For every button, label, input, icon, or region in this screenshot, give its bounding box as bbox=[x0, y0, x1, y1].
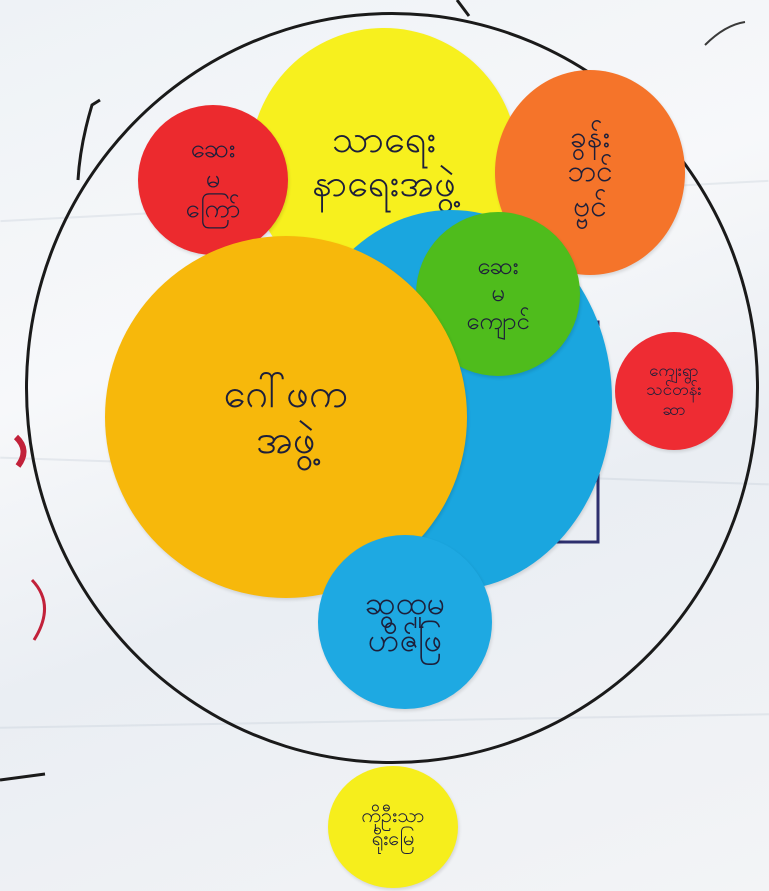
node-label: ဆွထူမ ဟိဇ်ဖြ bbox=[364, 584, 446, 659]
node-label: ဂေါ်ဖက အဖွဲ့ bbox=[223, 371, 349, 463]
diagram-node-yellow-bottom bbox=[328, 766, 458, 888]
pen-mark-top bbox=[455, 0, 475, 20]
node-label: ဆေး မ ကြော် bbox=[185, 134, 241, 224]
node-label: ကိုဦးသာ ရိုးမြေ bbox=[361, 803, 425, 850]
diagram-node-blue-bottom bbox=[318, 535, 492, 709]
red-mark-left bbox=[28, 575, 58, 645]
pen-mark-bottom-left bbox=[0, 770, 60, 790]
node-label: ခွန်း ဘင် ဗ္ဗင် bbox=[567, 119, 613, 224]
node-label: ဆေး မ ကျောင် bbox=[466, 251, 530, 335]
node-label: သာရေး နာရေးအဖွဲ့ bbox=[312, 117, 456, 205]
node-label: ကျေးရွာ သင်တန်း ဆာ bbox=[646, 360, 702, 420]
pen-mark-top-right bbox=[700, 20, 750, 50]
diagram-node-red-top-left bbox=[138, 105, 288, 255]
diagram-node-red-right bbox=[615, 332, 733, 450]
